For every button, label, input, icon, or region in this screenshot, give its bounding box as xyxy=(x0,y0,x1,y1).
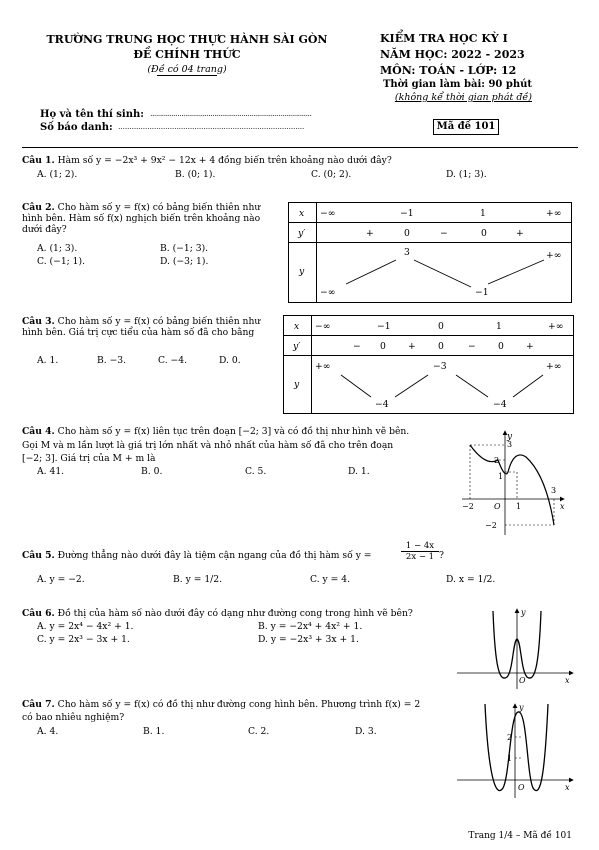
q2-option-c[interactable]: C. (−1; 1). xyxy=(37,256,86,267)
q2-x-label: x xyxy=(299,208,305,219)
q7-tick-1: 1 xyxy=(507,754,513,763)
q2-y-3: +∞ xyxy=(546,250,562,261)
q4-tick-1y: 1 xyxy=(498,472,504,481)
q7-text-1: Cho hàm số y = f(x) có đồ thị như đường cong hình bên. Phương trình f(x) = 2 xyxy=(57,699,421,710)
q5-frac-den: 2x − 1 xyxy=(405,552,435,562)
exam-code: Mã đề 101 xyxy=(433,119,499,135)
q7-option-d[interactable]: D. 3. xyxy=(355,726,377,737)
q2-x-0: −∞ xyxy=(320,208,336,219)
question-2 xyxy=(22,202,278,235)
question-1 xyxy=(22,155,392,166)
q4-option-c[interactable]: C. 5. xyxy=(245,466,267,477)
q7-origin: O xyxy=(518,783,525,792)
q2-sign-3: 0 xyxy=(481,228,487,239)
q3-x-2: 0 xyxy=(438,321,444,332)
q4-tick-2y: 2 xyxy=(494,456,500,465)
school-name: TRƯỜNG TRUNG HỌC THỰC HÀNH SÀI GÒN xyxy=(46,33,328,46)
q3-y-0: +∞ xyxy=(315,361,331,372)
q4-y-axis: y xyxy=(507,432,513,442)
q7-y-axis: y xyxy=(519,703,524,712)
question-7 xyxy=(22,699,420,710)
q2-x-1: −1 xyxy=(400,208,414,219)
q3-option-c[interactable]: C. −4. xyxy=(158,355,188,366)
q6-x-axis: x xyxy=(565,676,570,685)
q2-sign-2: − xyxy=(440,228,448,239)
exam-time: Thời gian làm bài: 90 phút xyxy=(382,79,532,90)
student-id-label: Số báo danh: xyxy=(40,122,113,133)
q7-x-axis: x xyxy=(565,783,570,792)
q3-x-4: +∞ xyxy=(548,321,564,332)
q7-option-a[interactable]: A. 4. xyxy=(37,726,59,737)
q4-origin: O xyxy=(494,502,501,511)
q3-option-d[interactable]: D. 0. xyxy=(219,355,241,366)
page-footer: Trang 1/4 – Mã đề 101 xyxy=(468,831,572,841)
q1-label: Câu 1. xyxy=(22,155,55,166)
q3-sign-2: + xyxy=(408,341,416,352)
q6-graph xyxy=(455,605,575,690)
official-label: ĐỀ CHÍNH THỨC xyxy=(133,48,241,61)
q3-sign-1: 0 xyxy=(380,341,386,352)
q4-x-axis: x xyxy=(560,502,565,511)
q2-text: Cho hàm số y = f(x) có bảng biến thiên như hình bên. Hàm số f(x) nghịch biến trên khoảng nào dưới đây? xyxy=(22,202,261,235)
q5-text: Đường thẳng nào dưới đây là tiệm cận ngang của đồ thị hàm số y = xyxy=(57,550,372,561)
q5-frac-num: 1 − 4x xyxy=(401,541,439,552)
q2-option-a[interactable]: A. (1; 3). xyxy=(37,243,78,254)
q6-option-a[interactable]: A. y = 2x⁴ − 4x² + 1. xyxy=(37,621,134,632)
q4-option-d[interactable]: D. 1. xyxy=(348,466,370,477)
q7-option-b[interactable]: B. 1. xyxy=(143,726,165,737)
q3-arrows xyxy=(283,315,573,413)
q2-sign-4: + xyxy=(516,228,524,239)
q3-label: Câu 3. xyxy=(22,316,55,327)
q4-tick-1x: 1 xyxy=(516,502,522,511)
q7-text-2: có bao nhiêu nghiệm? xyxy=(22,712,125,723)
q5-option-a[interactable]: A. y = −2. xyxy=(37,574,85,585)
q2-option-d[interactable]: D. (−3; 1). xyxy=(160,256,209,267)
q2-yp-label: y′ xyxy=(298,228,306,239)
q2-option-b[interactable]: B. (−1; 3). xyxy=(160,243,209,254)
q1-option-c[interactable]: C. (0; 2). xyxy=(311,169,352,180)
q2-label: Câu 2. xyxy=(22,202,55,213)
q3-x-1: −1 xyxy=(377,321,391,332)
q6-option-d[interactable]: D. y = −2x³ + 3x + 1. xyxy=(258,634,359,645)
q3-sign-5: 0 xyxy=(498,341,504,352)
q2-y-2: −1 xyxy=(475,287,489,298)
q3-sign-6: + xyxy=(526,341,534,352)
q3-option-b[interactable]: B. −3. xyxy=(97,355,127,366)
q5-qmark: ? xyxy=(439,550,444,561)
q4-tick-m2x: −2 xyxy=(462,502,474,511)
q7-label: Câu 7. xyxy=(22,699,55,710)
student-name-label: Họ và tên thí sinh: xyxy=(40,109,144,120)
q6-y-axis: y xyxy=(521,608,526,617)
q4-tick-3y: 3 xyxy=(507,440,513,449)
question-3 xyxy=(22,316,274,338)
q3-x-label: x xyxy=(294,321,300,332)
student-id-dots[interactable]: ................................................................................... xyxy=(118,122,305,131)
q4-text-2: Gọi M và m lần lượt là giá trị lớn nhất và nhỏ nhất của hàm số đã cho trên đoạn xyxy=(22,440,394,451)
divider xyxy=(22,147,578,148)
time-note: (không kể thời gian phát đề) xyxy=(394,92,532,103)
q4-tick-m2y: −2 xyxy=(485,521,497,530)
q1-option-d[interactable]: D. (1; 3). xyxy=(446,169,487,180)
q3-y-label: y xyxy=(294,379,300,390)
school-year: NĂM HỌC: 2022 - 2023 xyxy=(380,48,525,61)
q7-tick-2: 2 xyxy=(507,733,513,742)
q4-label: Câu 4. xyxy=(22,426,55,437)
q2-variation-table xyxy=(288,202,571,302)
q5-fraction xyxy=(401,541,439,562)
q3-x-0: −∞ xyxy=(315,321,331,332)
q6-option-c[interactable]: C. y = 2x³ − 3x + 1. xyxy=(37,634,130,645)
q6-text: Đồ thị của hàm số nào dưới đây có dạng như đường cong trong hình vẽ bên? xyxy=(57,608,413,619)
q4-tick-3x: 3 xyxy=(551,486,557,495)
q6-label: Câu 6. xyxy=(22,608,55,619)
q3-y-1: −4 xyxy=(375,399,389,410)
q2-arrows xyxy=(288,202,571,302)
question-5 xyxy=(22,550,372,561)
q3-variation-table xyxy=(283,315,573,413)
q3-sign-0: − xyxy=(353,341,361,352)
q3-y-3: −4 xyxy=(493,399,507,410)
q6-origin: O xyxy=(519,676,526,685)
q4-option-a[interactable]: A. 41. xyxy=(37,466,65,477)
subject: MÔN: TOÁN - LỚP: 12 xyxy=(380,64,517,77)
q2-y-1: 3 xyxy=(404,247,410,258)
q2-sign-1: 0 xyxy=(404,228,410,239)
q2-y-0: −∞ xyxy=(320,287,336,298)
q6-option-b[interactable]: B. y = −2x⁴ + 4x² + 1. xyxy=(258,621,363,632)
q4-option-b[interactable]: B. 0. xyxy=(141,466,163,477)
q1-option-a[interactable]: A. (1; 2). xyxy=(37,169,78,180)
q2-x-3: +∞ xyxy=(546,208,562,219)
q1-text: Hàm số y = −2x³ + 9x² − 12x + 4 đồng biến trên khoảng nào dưới đây? xyxy=(57,155,392,166)
q3-y-4: +∞ xyxy=(546,361,562,372)
q7-graph xyxy=(455,700,575,800)
q4-graph xyxy=(458,427,568,537)
header-rule xyxy=(157,75,217,76)
q2-sign-0: + xyxy=(366,228,374,239)
q2-y-label: y xyxy=(299,266,305,277)
q1-option-b[interactable]: B. (0; 1). xyxy=(175,169,216,180)
q3-option-a[interactable]: A. 1. xyxy=(37,355,59,366)
pages-note: (Đề có 04 trang) xyxy=(147,64,227,75)
q5-option-b[interactable]: B. y = 1/2. xyxy=(173,574,223,585)
exam-title: KIỂM TRA HỌC KỲ I xyxy=(380,32,508,45)
student-name-dots[interactable]: ................................................................................... xyxy=(150,109,312,118)
q3-text: Cho hàm số y = f(x) có bảng biến thiên như hình bên. Giá trị cực tiểu của hàm số đã cho bằng xyxy=(22,316,261,338)
q5-option-d[interactable]: D. x = 1/2. xyxy=(446,574,496,585)
q4-text-3: [−2; 3]. Giá trị của M + m là xyxy=(22,453,156,464)
q3-sign-3: 0 xyxy=(438,341,444,352)
q4-text-1: Cho hàm số y = f(x) liên tục trên đoạn [−2; 3] và có đồ thị như hình vẽ bên. xyxy=(57,426,410,437)
q3-x-3: 1 xyxy=(496,321,502,332)
q2-x-2: 1 xyxy=(480,208,486,219)
q3-sign-4: − xyxy=(468,341,476,352)
question-6 xyxy=(22,608,413,619)
question-4 xyxy=(22,426,409,437)
q3-y-2: −3 xyxy=(433,361,447,372)
q5-label: Câu 5. xyxy=(22,550,55,561)
q3-yp-label: y′ xyxy=(293,341,301,352)
q5-option-c[interactable]: C. y = 4. xyxy=(310,574,351,585)
q7-option-c[interactable]: C. 2. xyxy=(248,726,270,737)
